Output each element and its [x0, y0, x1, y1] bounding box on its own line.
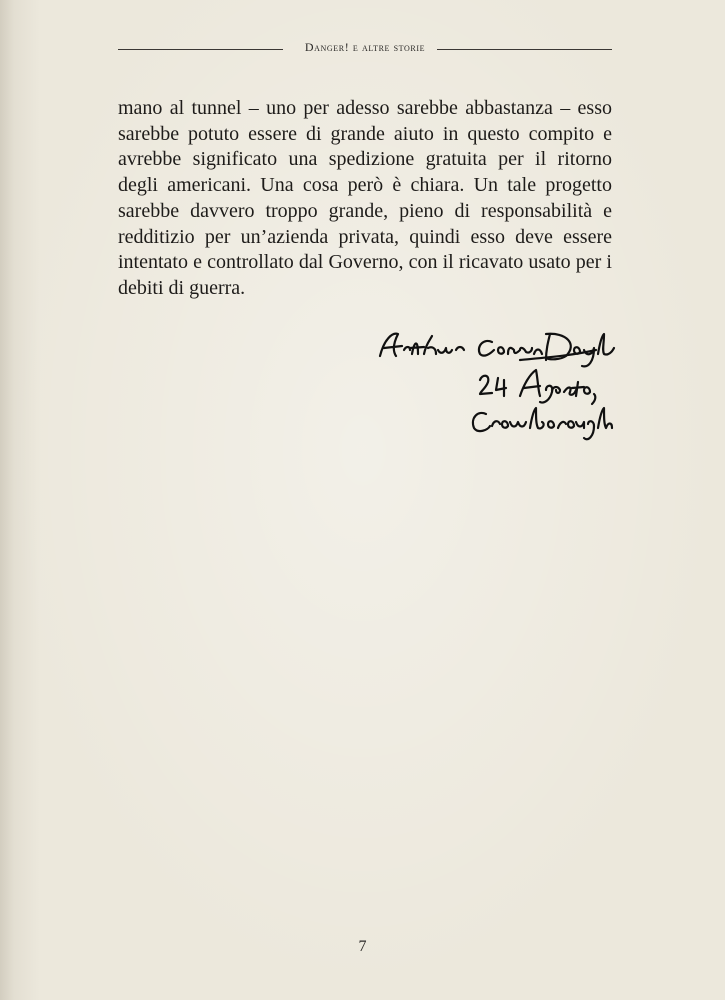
body-paragraph: mano al tunnel – uno per adesso sarebbe abbastanza – esso sarebbe potuto essere di grande aiuto in questo compito e avrebbe significato una spedizione gratuita per il ritorno degli americani. Una cosa però è chiara. Un tale progetto sarebbe davvero troppo grande, pieno di responsabilità e redditizio per un’azienda privata, quindi esso deve essere intentato e controllato dal Governo, con il ricavato usato per i debiti di guerra. [118, 97, 612, 299]
header-rule-right [437, 49, 612, 50]
page-number: 7 [358, 938, 367, 955]
running-title: Danger! e altre storie [304, 40, 426, 54]
running-header [118, 38, 612, 58]
handwritten-signature [370, 320, 620, 455]
